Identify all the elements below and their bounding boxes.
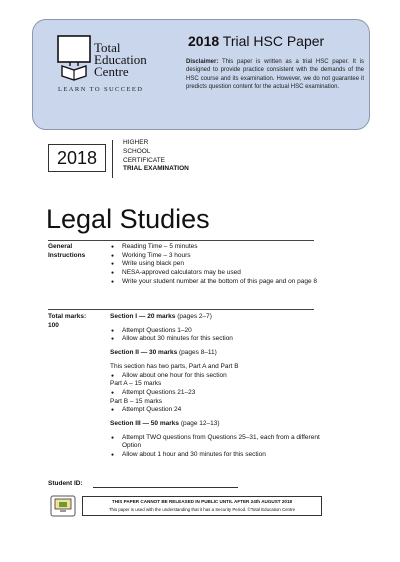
list-item: ● Write your student number at the bottom of this page and on page 8 — [110, 278, 320, 287]
list-item: ● Write using black pen — [110, 260, 320, 269]
logo-tagline: LEARN TO SUCCEED — [58, 86, 144, 93]
section-1-list — [110, 327, 320, 344]
monitor-icon — [50, 495, 76, 517]
disclaimer-text: This paper is written as a trial HSC paper. It is designed to provide practice consistent with the demands of the HSC course and its examination. However, we do not guarantee it predicts question content for the actual HSC examination. — [186, 59, 364, 91]
security-notice: This paper is used with the understanding that it has a Security Period. ©Total Education Centre — [108, 507, 296, 512]
section-3-list — [110, 434, 320, 460]
section-3-pages: (page 12–13) — [180, 420, 220, 428]
disclaimer — [186, 58, 364, 92]
section-1-pages: (pages 2–7) — [177, 313, 212, 320]
subject-title: Legal Studies — [46, 204, 210, 234]
list-item: ● Allow about one hour for this section — [110, 372, 320, 381]
list-item: ● Allow about 30 minutes for this section — [110, 335, 320, 344]
logo-text-centre: Centre — [94, 64, 129, 79]
total-marks-value: 100 — [48, 321, 59, 329]
section-3-heading — [110, 420, 320, 429]
monitor-book-icon — [56, 34, 92, 82]
hsc-line: SCHOOL — [123, 147, 151, 155]
hsc-line: CERTIFICATE — [123, 156, 166, 164]
section-2-part-a: Part A – 15 marks — [110, 380, 162, 388]
section-2-list-a — [110, 372, 320, 381]
general-instructions-label: General Instructions — [48, 243, 86, 259]
general-instructions-list — [110, 243, 320, 287]
list-item: ● Working Time – 3 hours — [110, 252, 320, 261]
section-1-title: Section I — 20 marks — [110, 313, 176, 320]
hsc-label — [123, 139, 189, 174]
hsc-line: TRIAL EXAMINATION — [123, 165, 189, 173]
section-2-list-c — [110, 406, 320, 415]
exam-year-box — [48, 144, 106, 172]
paper-title-year: 2018 — [188, 33, 220, 49]
paper-title — [188, 33, 324, 49]
list-item: ● Attempt Question 24 — [110, 406, 320, 415]
section-2-pages: (pages 8–11) — [179, 349, 217, 357]
section-2-intro: This section has two parts, Part A and Part B — [110, 362, 239, 370]
section-2-title: Section II — 30 marks — [110, 349, 178, 357]
section-2-heading — [110, 349, 320, 358]
total-marks-label-text: Total marks: — [48, 313, 87, 320]
logo-text-education: Education — [94, 52, 147, 67]
list-item: ● Reading Time – 5 minutes — [110, 243, 320, 252]
list-item: ● Attempt Questions 21–23 — [110, 389, 320, 398]
list-item: ● Allow about 1 hour and 30 minutes for this section — [110, 451, 320, 460]
section-1-heading — [110, 313, 320, 322]
divider — [48, 309, 314, 310]
disclaimer-label: Disclaimer: — [186, 59, 219, 65]
section-2-list-b — [110, 389, 320, 398]
divider — [112, 140, 113, 178]
total-marks-label — [48, 313, 98, 330]
exam-year: 2018 — [56, 147, 98, 168]
sections — [110, 313, 320, 460]
list-item: ● Attempt TWO questions from Questions 25–31, each from a different Option — [110, 434, 320, 451]
student-id-label: Student ID: — [48, 480, 83, 487]
student-id-field[interactable] — [93, 487, 238, 488]
release-notice: THIS PAPER CANNOT BE RELEASED IN PUBLIC UNTIL AFTER 24th AUGUST 2018 — [111, 499, 293, 504]
paper-title-text: Trial HSC Paper — [222, 33, 325, 49]
section-3-title: Section III — 50 marks — [110, 420, 180, 428]
divider — [48, 240, 314, 241]
section-2-part-b: Part B – 15 marks — [110, 397, 163, 405]
hsc-line: HIGHER — [123, 139, 149, 146]
list-item: ● Attempt Questions 1–20 — [110, 327, 320, 336]
list-item: ● NESA-approved calculators may be used — [110, 269, 320, 278]
logo-text-total: Total — [94, 40, 121, 55]
